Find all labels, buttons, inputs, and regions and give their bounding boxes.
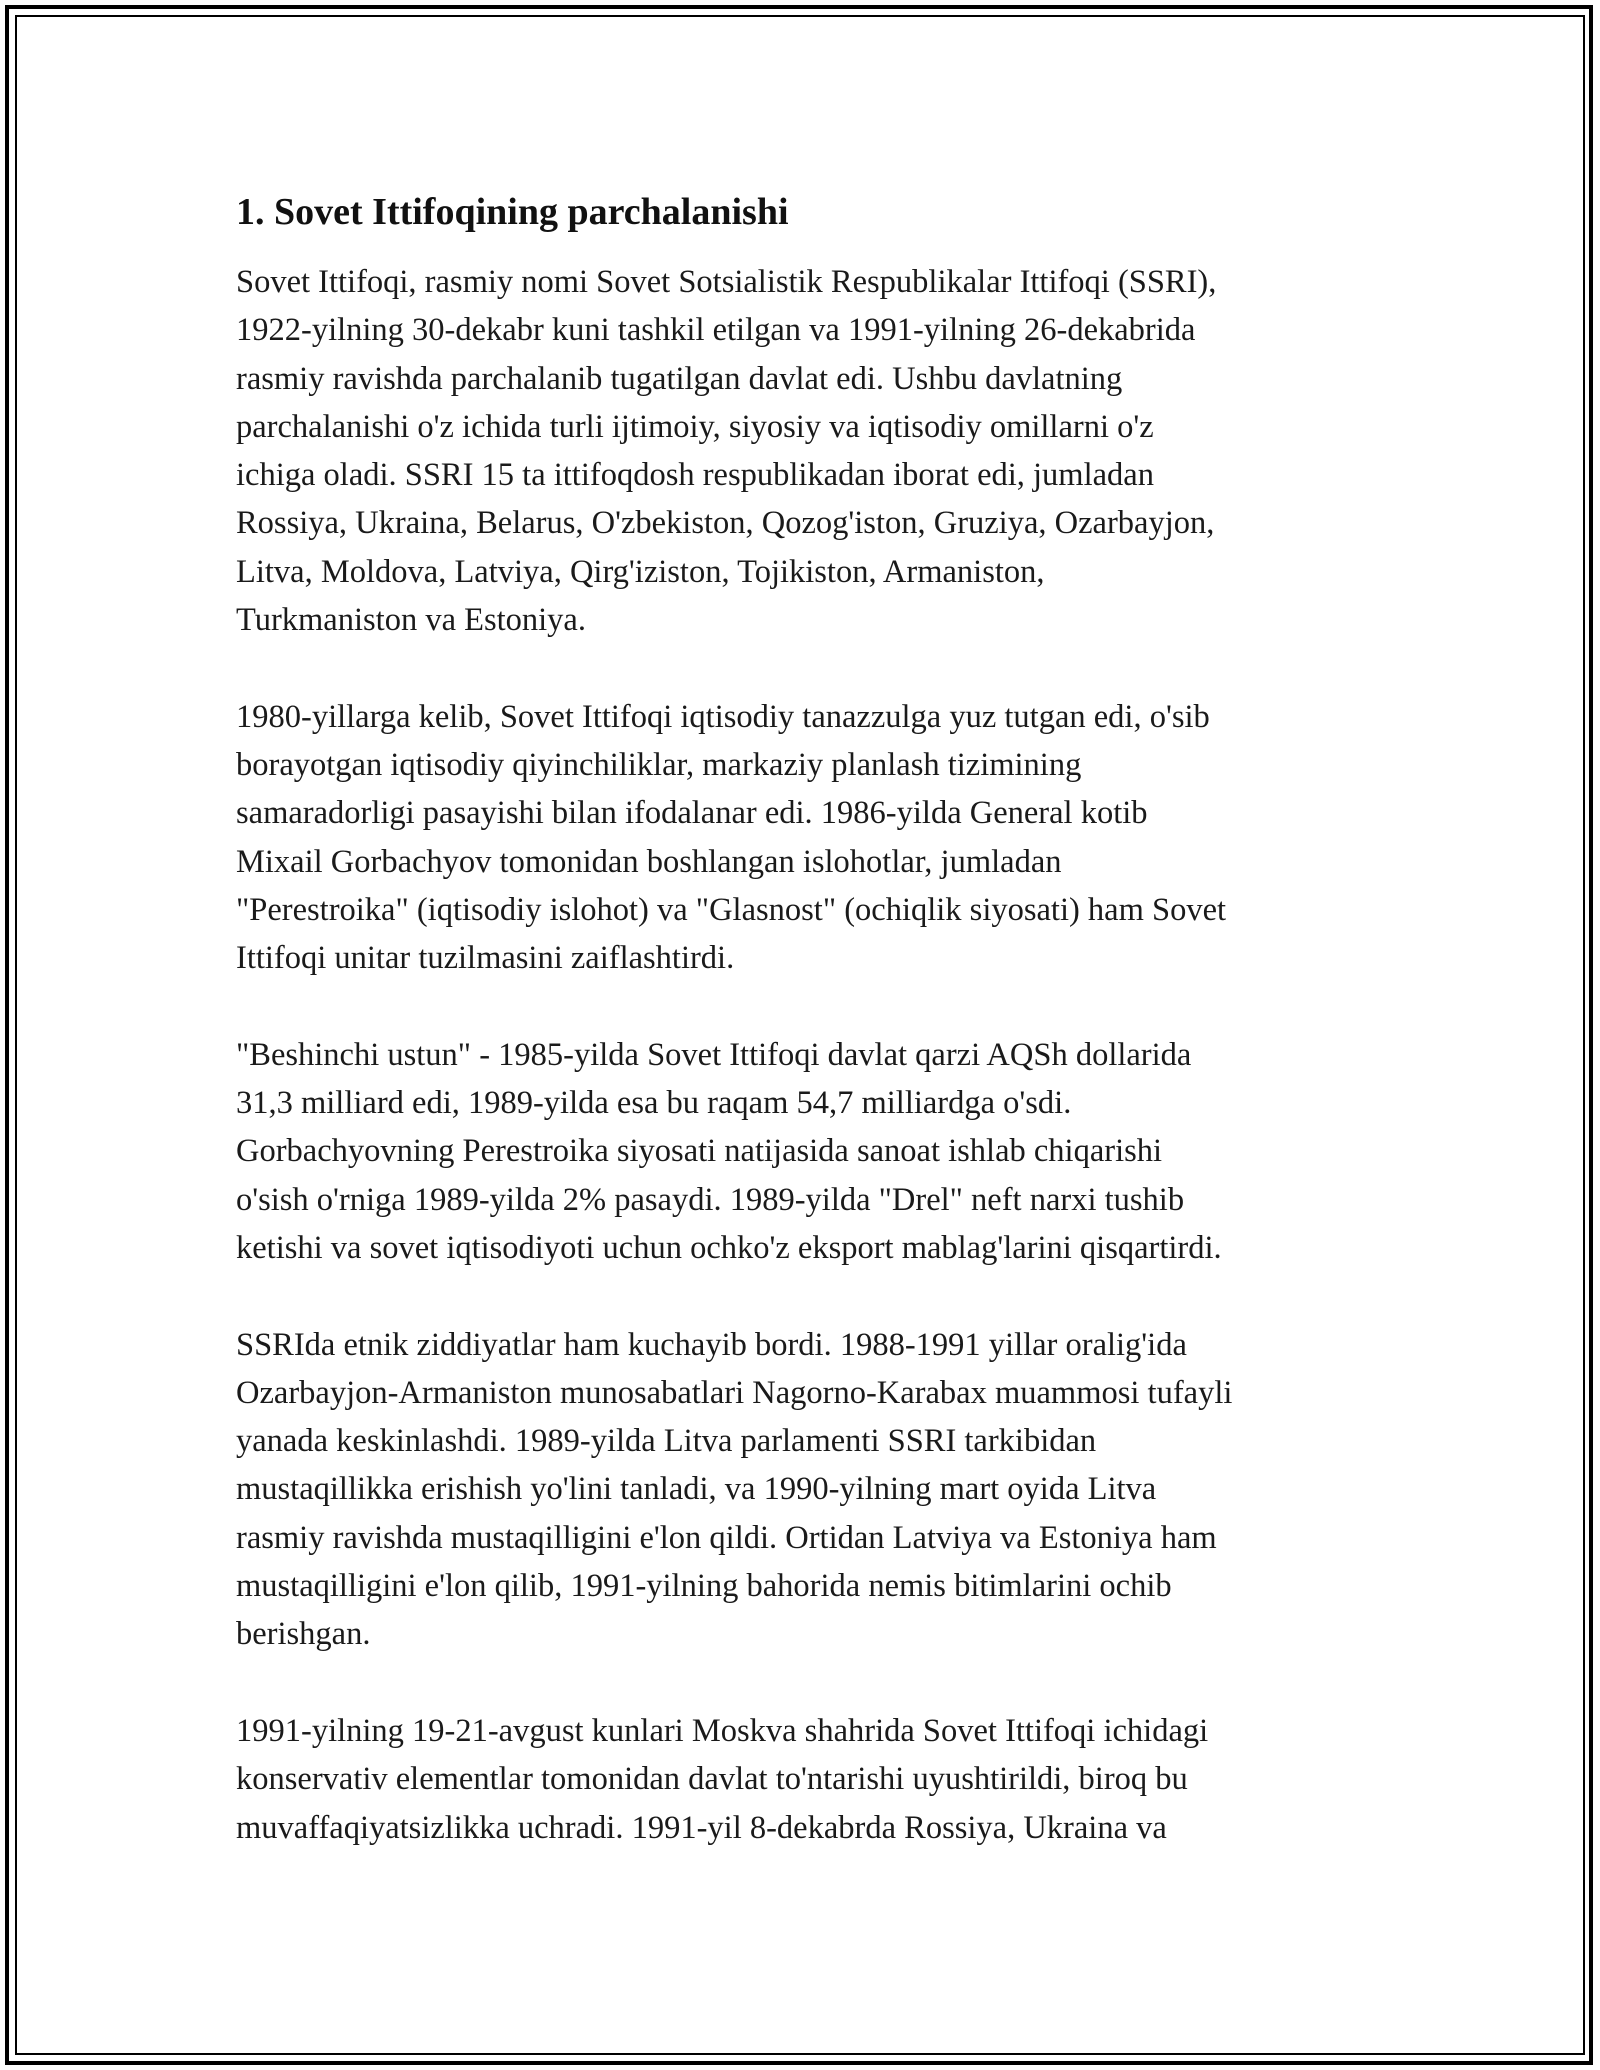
text-line: ichiga oladi. SSRI 15 ta ittifoqdosh respublikadan iborat edi, jumladan [236,457,1154,494]
text-line: mustaqillikka erishish yo'lini tanladi, va 1990-yilning mart oyida Litva [236,1471,1157,1508]
paragraph-5 [236,1707,1386,1852]
text-line: konservativ elementlar tomonidan davlat to'ntarishi uyushtirildi, biroq bu [236,1761,1188,1798]
text-line: "Perestroika" (iqtisodiy islohot) va "Glasnost" (ochiqlik siyosati) ham Sovet [236,891,1227,928]
text-line: Rossiya, Ukraina, Belarus, O'zbekiston, Qozog'iston, Gruziya, Ozarbayjon, [236,505,1215,542]
text-line: samaradorligi pasayishi bilan ifodalanar edi. 1986-yilda General kotib [236,795,1148,832]
text-line: rasmiy ravishda mustaqilligini e'lon qildi. Ortidan Latviya va Estoniya ham [236,1519,1217,1556]
text-line: 31,3 milliard edi, 1989-yilda esa bu raqam 54,7 milliardga o'sdi. [236,1085,1072,1122]
text-line: muvaffaqiyatsizlikka uchradi. 1991-yil 8-dekabrda Rossiya, Ukraina va [236,1809,1167,1846]
text-line: rasmiy ravishda parchalanib tugatilgan davlat edi. Ushbu davlatning [236,360,1123,397]
text-line: 1922-yilning 30-dekabr kuni tashkil etilgan va 1991-yilning 26-dekabrida [236,312,1196,349]
text-line: yanada keskinlashdi. 1989-yilda Litva parlamenti SSRI tarkibidan [236,1423,1097,1460]
text-line: o'sish o'rniga 1989-yilda 2% pasaydi. 1989-yilda "Drel" neft narxi tushib [236,1181,1185,1218]
text-line: Turkmaniston va Estoniya. [236,602,586,639]
text-line: Ozarbayjon-Armaniston munosabatlari Nagorno-Karabax muammosi tufayli [236,1374,1233,1411]
text-line: Litva, Moldova, Latviya, Qirg'iziston, Tojikiston, Armaniston, [236,553,1045,590]
text-line: Gorbachyovning Perestroika siyosati natijasida sanoat ishlab chiqarishi [236,1133,1163,1170]
text-line: 1980-yillarga kelib, Sovet Ittifoqi iqtisodiy tanazzulga yuz tutgan edi, o'sib [236,698,1210,735]
text-line: mustaqilligini e'lon qilib, 1991-yilning bahorida nemis bitimlarini ochib [236,1568,1172,1605]
document-body [236,186,1386,1900]
page-title: 1. Sovet Ittifoqining parchalanishi [236,191,789,233]
text-line: "Beshinchi ustun" - 1985-yilda Sovet Ittifoqi davlat qarzi AQSh dollarida [236,1036,1192,1073]
text-line: 1991-yilning 19-21-avgust kunlari Moskva shahrida Sovet Ittifoqi ichidagi [236,1712,1209,1749]
text-line: parchalanishi o'z ichida turli ijtimoiy, siyosiy va iqtisodiy omillarni o'z [236,408,1154,445]
paragraph-2 [236,693,1386,983]
text-line: borayotgan iqtisodiy qiyinchiliklar, markaziy planlash tizimining [236,746,1082,783]
text-line: SSRIda etnik ziddiyatlar ham kuchayib bordi. 1988-1991 yillar oralig'ida [236,1326,1187,1363]
text-line: berishgan. [236,1616,371,1653]
paragraph-1 [236,258,1386,644]
text-line: Mixail Gorbachyov tomonidan boshlangan islohotlar, jumladan [236,843,1062,880]
text-line: Ittifoqi unitar tuzilmasini zaiflashtirdi. [236,940,735,977]
paragraph-3 [236,1031,1386,1272]
paragraph-4 [236,1321,1386,1659]
text-line: Sovet Ittifoqi, rasmiy nomi Sovet Sotsialistik Respublikalar Ittifoqi (SSRI), [236,264,1217,300]
text-line: ketishi va sovet iqtisodiyoti uchun ochko'z eksport mablag'larini qisqartirdi. [236,1229,1222,1266]
